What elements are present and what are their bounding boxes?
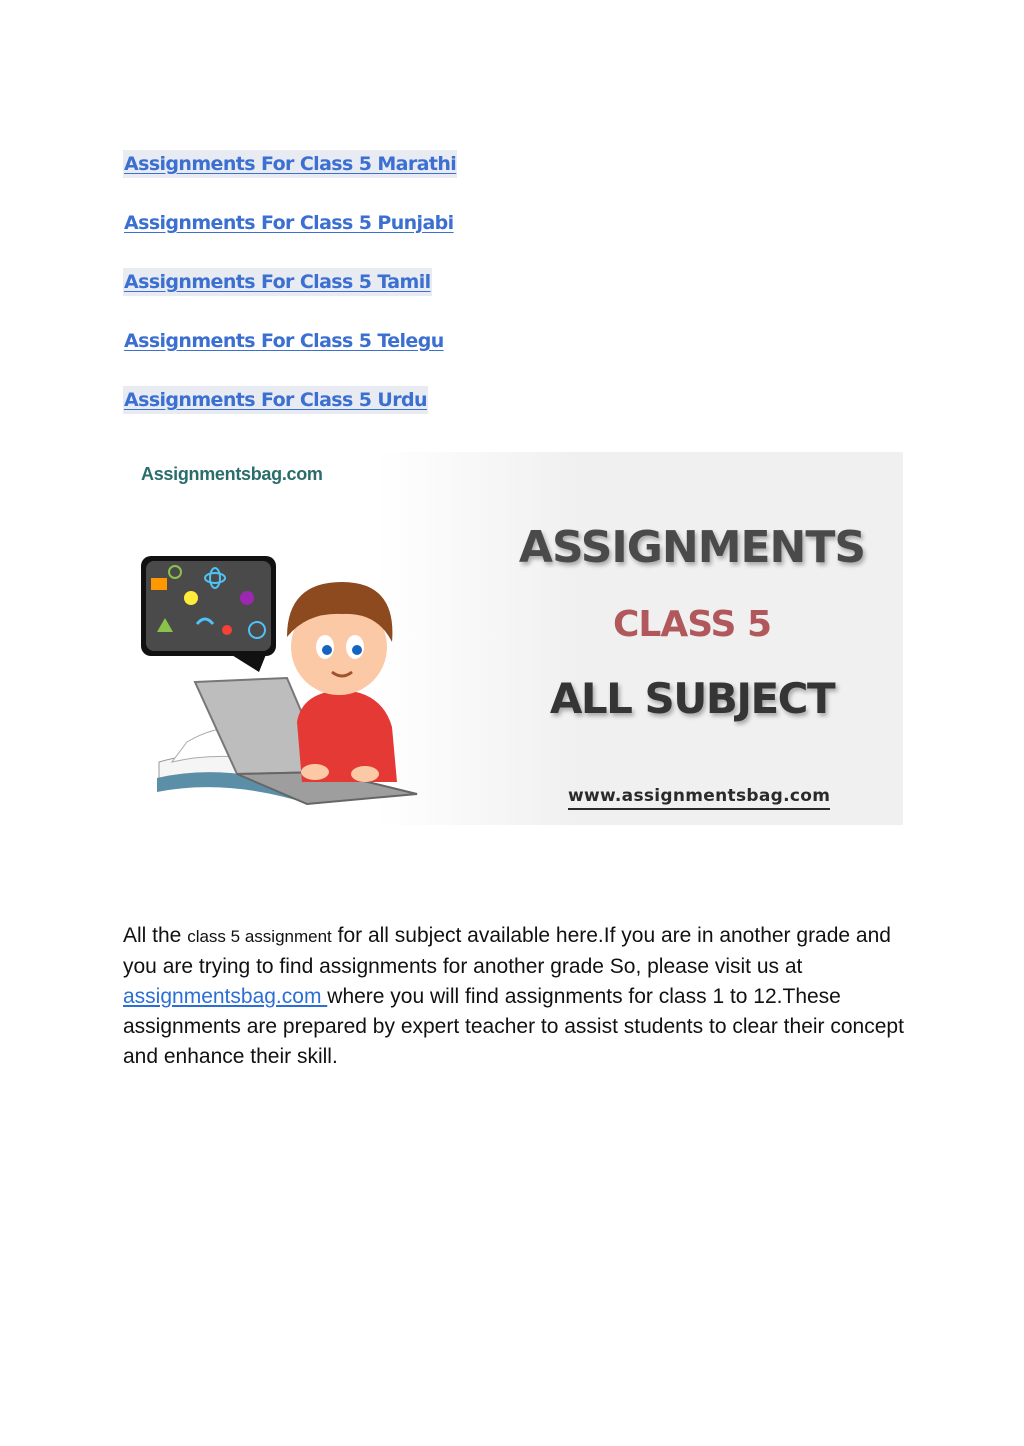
brand-logo: Assignmentsbag.com	[141, 464, 323, 484]
banner-subject-label: ALL SUBJECT	[549, 674, 835, 723]
subject-links-list	[123, 150, 723, 445]
link-row	[123, 268, 723, 327]
link-row	[123, 386, 723, 445]
link-row	[123, 327, 723, 386]
chalkboard-bubble-icon	[141, 556, 276, 672]
description-paragraph	[123, 921, 913, 1072]
boy-character-icon	[287, 582, 397, 782]
banner-class-label: CLASS 5	[612, 604, 772, 645]
student-laptop-illustration	[127, 542, 427, 825]
link-class5-urdu[interactable]: Assignments For Class 5 Urdu	[123, 386, 428, 414]
banner-url: www.assignmentsbag.com	[568, 786, 830, 810]
banner-title: ASSIGNMENTS	[518, 522, 866, 573]
para-text-3: where you will find assignments for class 1 to 12.These assignments are prepared by expert teacher to assist students to clear their concept and enhance their skill.	[123, 985, 904, 1068]
link-class5-marathi[interactable]: Assignments For Class 5 Marathi	[123, 150, 457, 178]
link-class5-telegu[interactable]: Assignments For Class 5 Telegu	[124, 330, 444, 352]
link-row	[123, 150, 723, 209]
assignmentsbag-link[interactable]: assignmentsbag.com	[123, 985, 328, 1008]
para-text-1: All the	[123, 924, 188, 947]
link-row	[123, 209, 723, 268]
para-text-2: for all subject available here.If you are in another grade and you are trying to find assignments for another grade So, please visit us at	[123, 924, 891, 978]
link-class5-tamil[interactable]: Assignments For Class 5 Tamil	[123, 268, 432, 296]
link-class5-punjabi[interactable]: Assignments For Class 5 Punjabi	[124, 212, 454, 234]
banner-image	[127, 452, 903, 825]
para-small-text: class 5 assignment	[187, 927, 332, 946]
